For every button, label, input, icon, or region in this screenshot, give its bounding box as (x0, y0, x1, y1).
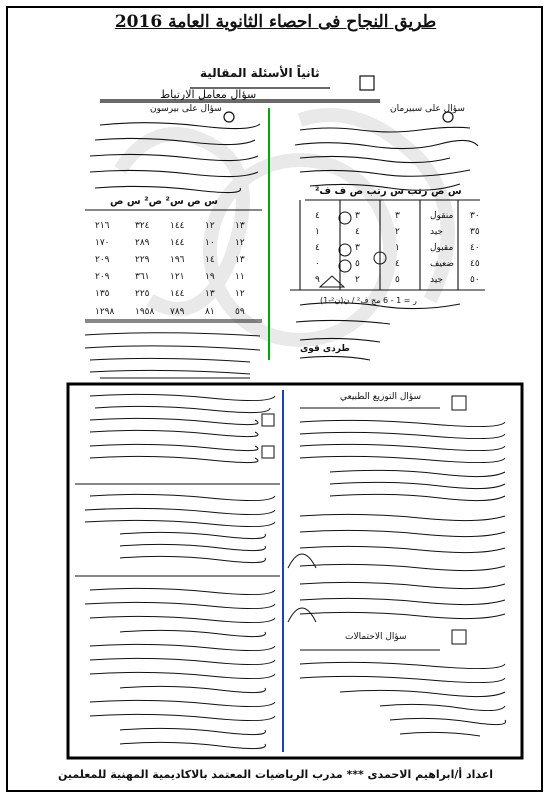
svg-text:٨١: ٨١ (205, 307, 215, 317)
pearson-table-header: س ص س² ص² س ص (110, 196, 218, 207)
svg-text:٢٢٥: ٢٢٥ (135, 289, 150, 299)
q1-heading: سؤال معامل الارتباط (160, 88, 257, 101)
section-heading: ثانياً الأسئلة المقالية (200, 66, 320, 80)
svg-text:٣٠: ٣٠ (470, 211, 480, 221)
svg-text:١٣: ١٣ (205, 289, 215, 299)
svg-text:٣: ٣ (355, 211, 360, 221)
spearman-result: ر = 1 - 6 مج ف² / ن(ن²-1) (320, 296, 417, 305)
svg-text:١٧٠: ١٧٠ (95, 238, 110, 248)
svg-text:٣: ٣ (395, 211, 400, 221)
svg-text:٢٢٩: ٢٢٩ (135, 255, 150, 265)
svg-text:١٤٤: ١٤٤ (170, 238, 185, 248)
svg-text:٢٨٩: ٢٨٩ (135, 238, 150, 248)
svg-text:٥٠: ٥٠ (470, 275, 480, 285)
svg-text:٤٠: ٤٠ (470, 243, 480, 253)
svg-text:١٢٩٨: ١٢٩٨ (95, 307, 115, 317)
svg-text:٢: ٢ (355, 275, 360, 285)
spearman-conclusion: طردى قوى (300, 344, 350, 354)
q4-label: سؤال على سبيرمان (390, 104, 465, 114)
svg-text:١٤٤: ١٤٤ (170, 289, 185, 299)
svg-text:١٣: ١٣ (235, 255, 245, 265)
svg-text:١٩: ١٩ (205, 272, 215, 282)
svg-text:١٩٥٨: ١٩٥٨ (135, 307, 155, 317)
svg-text:جيد: جيد (430, 275, 444, 285)
svg-text:٤٥: ٤٥ (470, 259, 480, 269)
svg-text:١٢١: ١٢١ (170, 272, 185, 282)
svg-text:٧٨٩: ٧٨٩ (170, 307, 185, 317)
svg-text:٠: ٠ (315, 259, 320, 269)
svg-text:١٢: ١٢ (235, 289, 245, 299)
svg-text:٣: ٣ (355, 243, 360, 253)
svg-text:٣٦١: ٣٦١ (135, 272, 150, 282)
svg-text:٥: ٥ (355, 259, 360, 269)
svg-text:٢٠٩: ٢٠٩ (95, 255, 110, 265)
svg-text:١٣٥: ١٣٥ (95, 289, 110, 299)
svg-text:٩: ٩ (315, 275, 320, 285)
svg-text:٢١٦: ٢١٦ (95, 221, 110, 231)
svg-text:٥: ٥ (395, 275, 400, 285)
page-title: طريق النجاح فى احصاء الثانوية العامة 2016 (114, 12, 437, 32)
q3-heading: سؤال الاحتمالات (345, 632, 407, 642)
svg-text:١٤: ١٤ (205, 255, 215, 265)
svg-text:٤: ٤ (315, 243, 320, 253)
q5-label: سؤال على بيرسون (150, 104, 222, 114)
svg-text:٤: ٤ (315, 211, 320, 221)
svg-text:٥٩: ٥٩ (235, 307, 245, 317)
svg-text:٤: ٤ (395, 259, 400, 269)
svg-text:١١: ١١ (235, 272, 245, 282)
svg-text:مقبول: مقبول (430, 243, 454, 253)
svg-text:١٢: ١٢ (235, 238, 245, 248)
svg-text:ضعيف: ضعيف (430, 259, 455, 269)
footer-credit: اعداد أ/ابراهيم الاحمدى *** مدرب الرياضيات المعتمد بالاكاديمية المهنية للمعلمين (57, 768, 494, 781)
svg-text:٤: ٤ (355, 227, 360, 237)
svg-text:١: ١ (395, 243, 400, 253)
q2-heading: سؤال التوزيع الطبيعي (340, 392, 422, 402)
spearman-table-header: س ص رتب س رتب ص ف ف² (315, 186, 462, 197)
svg-text:١: ١ (315, 227, 320, 237)
svg-text:١٩٦: ١٩٦ (170, 255, 185, 265)
svg-text:٣٢٤: ٣٢٤ (135, 221, 150, 231)
svg-text:١٠: ١٠ (205, 238, 215, 248)
svg-text:٢٠٩: ٢٠٩ (95, 272, 110, 282)
svg-text:١٣: ١٣ (235, 221, 245, 231)
svg-text:١٢: ١٢ (205, 221, 215, 231)
svg-text:جيد: جيد (430, 227, 444, 237)
svg-text:٣٥: ٣٥ (470, 227, 480, 237)
svg-text:١٤٤: ١٤٤ (170, 221, 185, 231)
svg-text:٢: ٢ (395, 227, 400, 237)
svg-text:منقول: منقول (430, 211, 454, 221)
